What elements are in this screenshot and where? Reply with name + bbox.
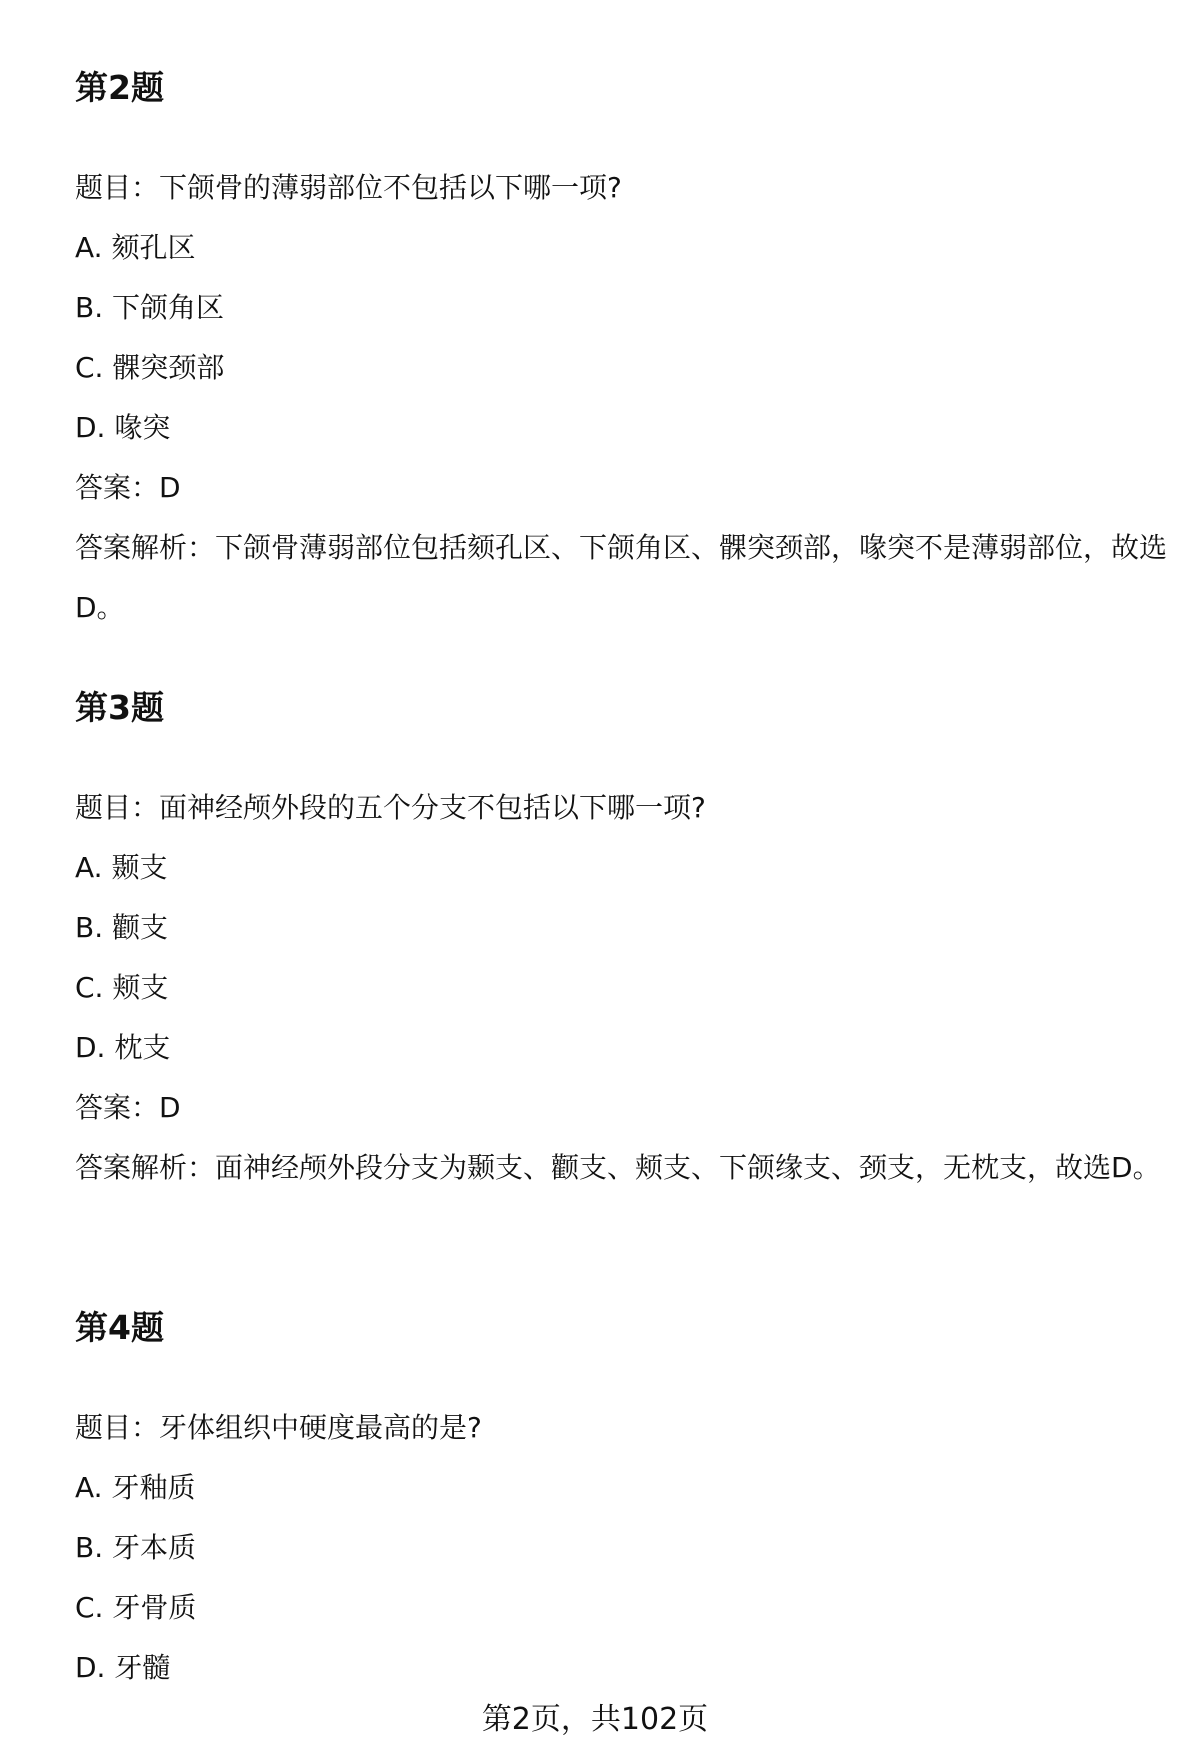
option-a: A. 颞支 [75, 851, 168, 884]
answer-explanation: 答案解析：下颌骨薄弱部位包括颏孔区、下颌角区、髁突颈部，喙突不是薄弱部位，故选D。 [75, 531, 1168, 624]
option-d: D. 喙突 [75, 411, 171, 444]
option-b: B. 牙本质 [75, 1531, 197, 1564]
question-heading: 第4题 [75, 1308, 164, 1347]
option-c: C. 牙骨质 [75, 1591, 197, 1624]
question-stem: 题目：牙体组织中硬度最高的是? [75, 1411, 482, 1444]
option-a: A. 颏孔区 [75, 231, 196, 264]
option-c: C. 髁突颈部 [75, 351, 225, 384]
answer-explanation: 答案解析：面神经颅外段分支为颞支、颧支、颊支、下颌缘支、颈支，无枕支，故选D。 [75, 1151, 1161, 1184]
answer: 答案：D [75, 471, 181, 504]
option-a: A. 牙釉质 [75, 1471, 196, 1504]
option-d: D. 牙髓 [75, 1651, 171, 1684]
answer: 答案：D [75, 1091, 181, 1124]
option-b: B. 颧支 [75, 911, 169, 944]
question-stem: 题目：面神经颅外段的五个分支不包括以下哪一项? [75, 791, 706, 824]
page-footer: 第2页，共102页 [481, 1702, 709, 1737]
option-d: D. 枕支 [75, 1031, 171, 1064]
option-b: B. 下颌角区 [75, 291, 225, 324]
option-c: C. 颊支 [75, 971, 169, 1004]
question-heading: 第3题 [75, 688, 164, 727]
question-heading: 第2题 [75, 68, 164, 107]
question-stem: 题目：下颌骨的薄弱部位不包括以下哪一项? [75, 171, 622, 204]
